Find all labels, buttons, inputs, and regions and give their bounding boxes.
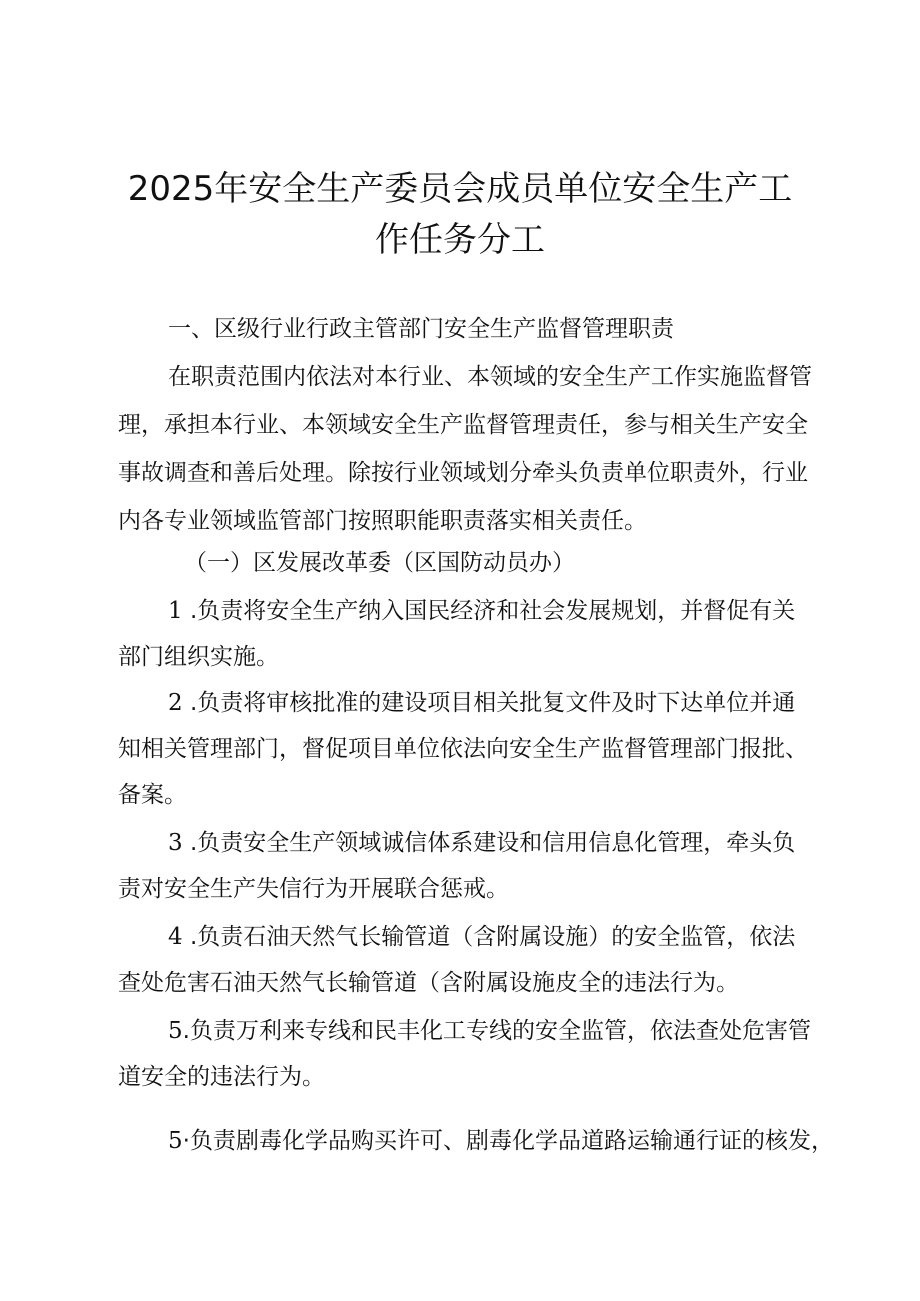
- paragraph-line: 理，承担本行业、本领域安全生产监督管理责任，参与相关生产安全: [118, 412, 808, 438]
- item-number: 2: [168, 690, 183, 716]
- paragraph-line: 事故调查和善后处理。除按行业领域划分牵头负责单位职责外，行业: [118, 460, 808, 486]
- list-item-line: [168, 922, 868, 952]
- section-heading: 一、区级行业行政主管部门安全生产监督管理职责: [168, 316, 674, 342]
- item-text: .负责万利来专线和民丰化工专线的安全监管，依法查处危害管: [182, 1018, 811, 1044]
- title-line-1: 2025年安全生产委员会成员单位安全生产工: [127, 169, 793, 209]
- list-item-line: 责对安全生产失信行为开展联合惩戒。: [118, 876, 509, 902]
- item-text: .负责石油天然气长输管道（含附属设施）的安全监管，依法: [189, 924, 796, 950]
- subsection-heading: （一）区发展改革委（区国防动员办）: [184, 550, 575, 576]
- item-text: .负责安全生产领域诚信体系建设和信用信息化管理，牵头负: [189, 830, 796, 856]
- document-title: [110, 164, 810, 266]
- paragraph-line: 在职责范围内依法对本行业、本领域的安全生产工作实施监督管: [168, 364, 812, 390]
- list-item-line: 道安全的违法行为。: [118, 1064, 325, 1090]
- paragraph-line: 内各专业领域监管部门按照职能职责落实相关责任。: [118, 508, 647, 534]
- list-item-line: [168, 688, 868, 718]
- item-number: 5: [168, 1128, 183, 1154]
- list-item-line: [168, 1016, 868, 1046]
- list-item-line: [168, 828, 868, 858]
- list-item-line: 知相关管理部门，督促项目单位依法向安全生产监督管理部门报批、: [118, 736, 808, 762]
- title-line-2: 作任务分工: [375, 220, 545, 260]
- list-item-line: [168, 1126, 868, 1156]
- item-text: .负责将审核批准的建设项目相关批复文件及时下达单位并通: [189, 690, 796, 716]
- list-item-line: 部门组织实施。: [118, 644, 279, 670]
- list-item-line: 查处危害石油天然气长输管道（含附属设施皮全的违法行为。: [118, 970, 739, 996]
- item-number: 4: [168, 924, 183, 950]
- item-number: 3: [168, 830, 183, 856]
- item-text: ·负责剧毒化学品购买许可、剧毒化学品道路运输通行证的核发，: [182, 1128, 834, 1154]
- list-item-line: [168, 596, 868, 626]
- item-text: .负责将安全生产纳入国民经济和社会发展规划，并督促有关: [189, 598, 796, 624]
- list-item-line: 备案。: [118, 782, 187, 808]
- item-number: 1: [168, 598, 183, 624]
- item-number: 5: [168, 1018, 183, 1044]
